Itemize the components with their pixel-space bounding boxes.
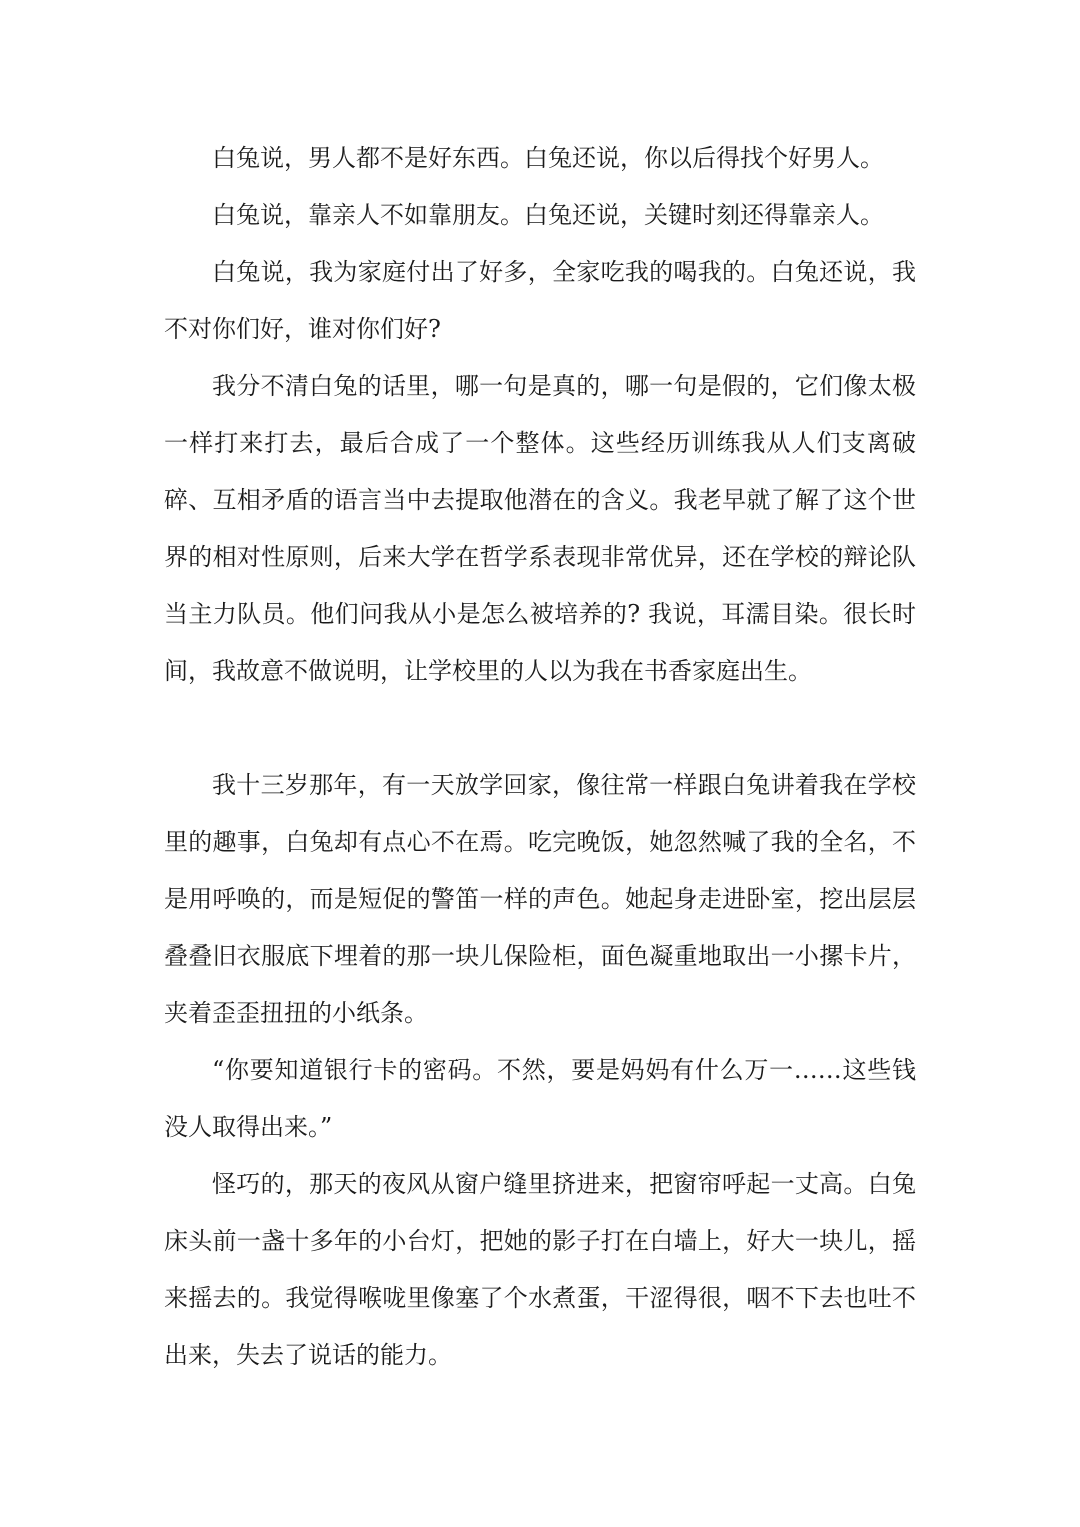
section-break	[164, 700, 916, 757]
paragraph-5: 我十三岁那年，有一天放学回家，像往常一样跟白兔讲着我在学校里的趣事，白兔却有点心不在焉。吃完晚饭，她忽然喊了我的全名，不是用呼唤的，而是短促的警笛一样的声色。她起身走进卧室，挖出层层叠叠旧衣服底下埋着的那一块儿保险柜，面色凝重地取出一小摞卡片，夹着歪歪扭扭的小纸条。	[164, 771, 916, 1027]
paragraph-6: “你要知道银行卡的密码。不然，要是妈妈有什么万一……这些钱没人取得出来。”	[164, 1056, 916, 1141]
paragraph-2: 白兔说，靠亲人不如靠朋友。白兔还说，关键时刻还得靠亲人。	[212, 201, 884, 229]
paragraph-4: 我分不清白兔的话里，哪一句是真的，哪一句是假的，它们像太极一样打来打去，最后合成了一个整体。这些经历训练我从人们支离破碎、互相矛盾的语言当中去提取他潜在的含义。我老早就了解了这个世界的相对性原则，后来大学在哲学系表现非常优异，还在学校的辩论队当主力队员。他们问我从小是怎么被培养的? 我说，耳濡目染。很长时间，我故意不做说明，让学校里的人以为我在书香家庭出生。	[164, 372, 916, 685]
paragraph-3: 白兔说，我为家庭付出了好多，全家吃我的喝我的。白兔还说，我不对你们好，谁对你们好?	[164, 258, 916, 343]
paragraph-7: 怪巧的，那天的夜风从窗户缝里挤进来，把窗帘呼起一丈高。白兔床头前一盏十多年的小台灯，把她的影子打在白墙上，好大一块儿，摇来摇去的。我觉得喉咙里像塞了个水煮蛋，干涩得很，咽不下去也吐不出来，失去了说话的能力。	[164, 1170, 916, 1369]
paragraph-1: 白兔说，男人都不是好东西。白兔还说，你以后得找个好男人。	[212, 144, 884, 172]
document-page	[164, 130, 916, 1384]
